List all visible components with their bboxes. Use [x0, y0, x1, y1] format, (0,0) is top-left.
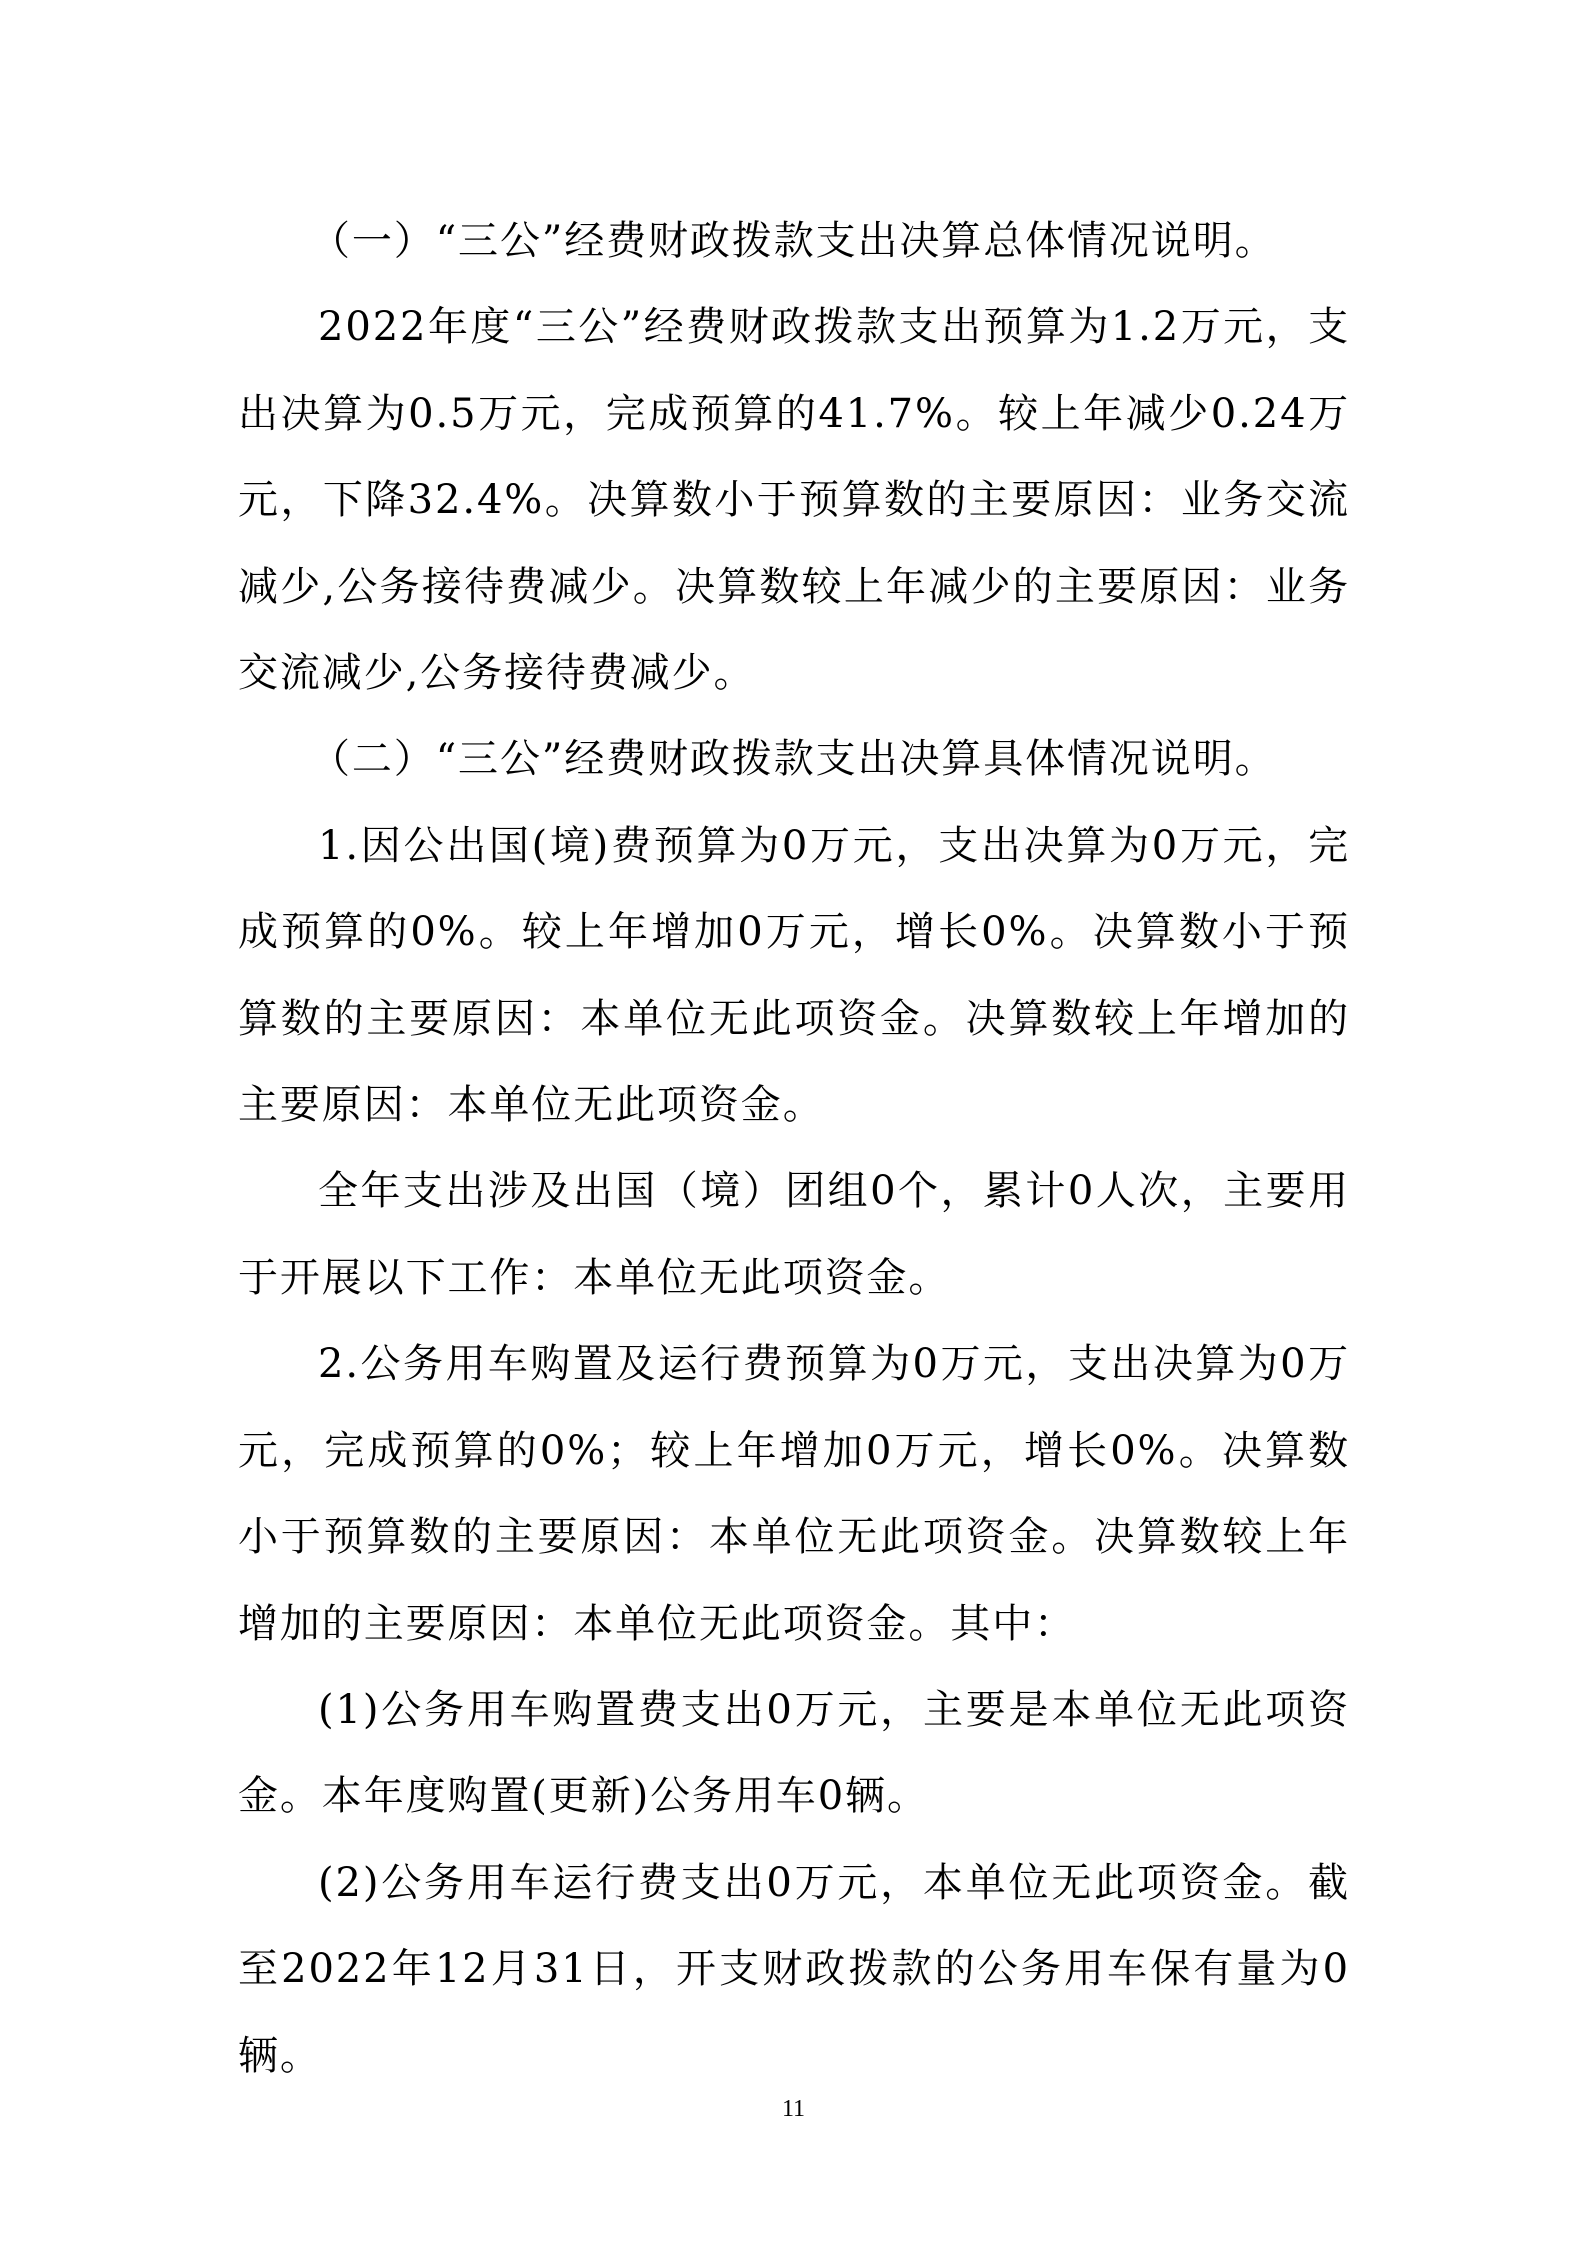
- document-body: [238, 198, 1350, 2099]
- section-heading-overall: （一）“三公”经费财政拨款支出决算总体情况说明。: [310, 218, 1277, 264]
- page-number: 11: [781, 2096, 806, 2122]
- paragraph-overseas-travel: 1.因公出国(境)费预算为0万元，支出决算为0万元，完成预算的0%。较上年增加0万元，增长0%。决算数小于预算数的主要原因：本单位无此项资金。决算数较上年增加的主要原因：本单位无此项资金。: [238, 822, 1350, 1129]
- paragraph-overseas-groups: 全年支出涉及出国（境）团组0个，累计0人次，主要用于开展以下工作：本单位无此项资金。: [238, 1168, 1350, 1301]
- paragraph-official-vehicles: 2.公务用车购置及运行费预算为0万元，支出决算为0万元，完成预算的0%；较上年增加0万元，增长0%。决算数小于预算数的主要原因：本单位无此项资金。决算数较上年增加的主要原因：本单位无此项资金。其中：: [238, 1341, 1350, 1647]
- paragraph-vehicle-operation: (2)公务用车运行费支出0万元，本单位无此项资金。截至2022年12月31日，开支财政拨款的公务用车保有量为0辆。: [238, 1859, 1350, 2079]
- paragraph-overall-summary: 2022年度“三公”经费财政拨款支出预算为1.2万元，支出决算为0.5万元，完成预算的41.7%。较上年减少0.24万元，下降32.4%。决算数小于预算数的主要原因：业务交流减少,公务接待费减少。决算数较上年减少的主要原因：业务交流减少,公务接待费减少。: [238, 304, 1350, 697]
- section-heading-details: （二）“三公”经费财政拨款支出决算具体情况说明。: [310, 736, 1277, 783]
- paragraph-vehicle-purchase: (1)公务用车购置费支出0万元，主要是本单位无此项资金。本年度购置(更新)公务用车0辆。: [238, 1686, 1350, 1820]
